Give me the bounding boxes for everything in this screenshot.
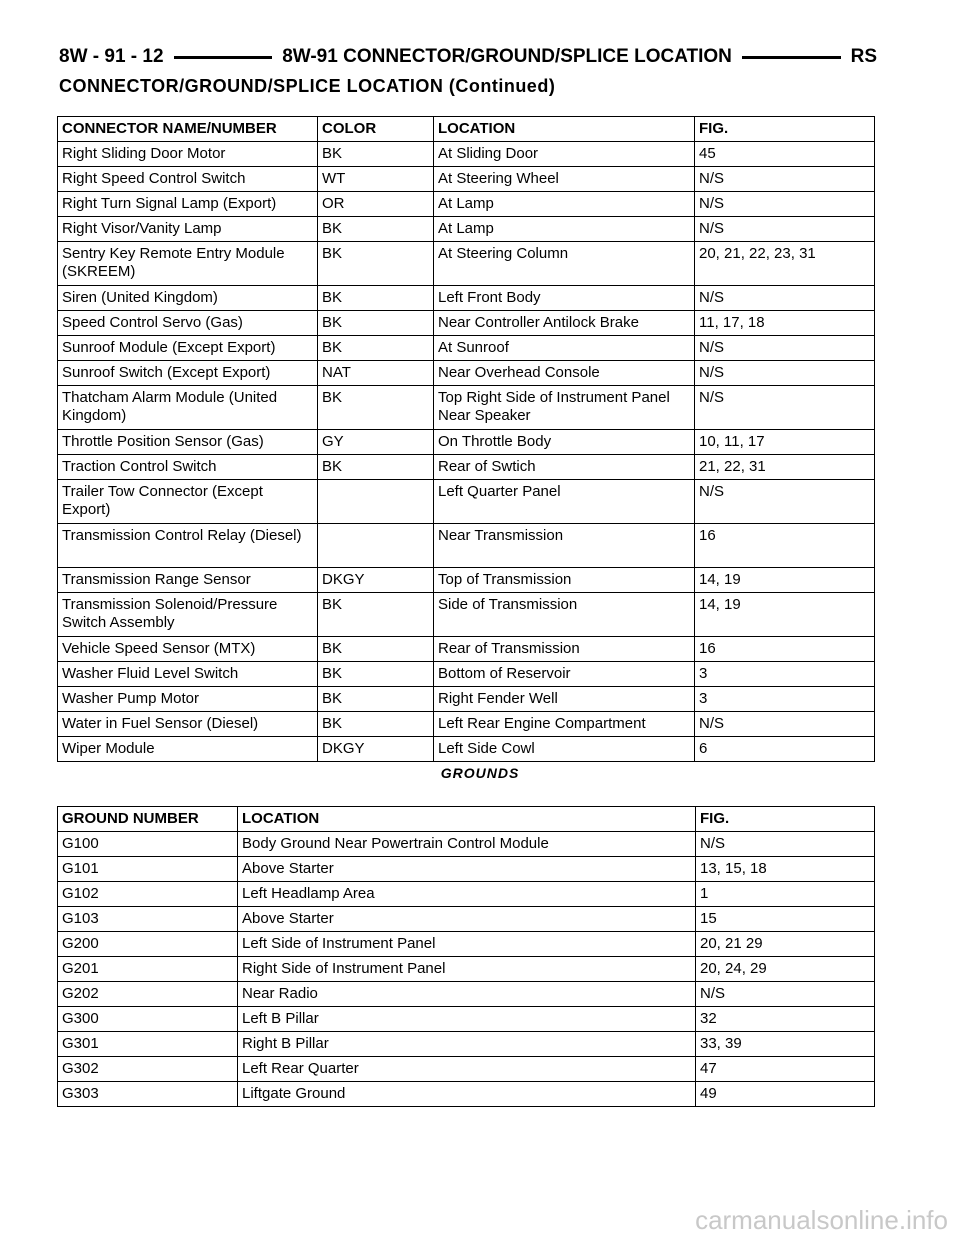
location-cell: At Lamp [434,192,695,217]
ground-location-cell: Above Starter [238,857,696,882]
connector-name-cell: Sentry Key Remote Entry Module (SKREEM) [58,242,318,286]
ground-fig-cell: 20, 21 29 [696,932,875,957]
ground-location-cell: Left B Pillar [238,1007,696,1032]
connector-table-header [58,117,875,142]
col-header-color: COLOR [318,117,434,142]
fig-cell: N/S [695,286,875,311]
table-row [58,361,875,386]
color-cell: GY [318,430,434,455]
connector-name-cell: Washer Pump Motor [58,687,318,712]
ground-fig-cell: 33, 39 [696,1032,875,1057]
connector-name-cell: Right Visor/Vanity Lamp [58,217,318,242]
table-row [58,480,875,524]
location-cell: Near Controller Antilock Brake [434,311,695,336]
color-cell: BK [318,386,434,430]
fig-cell: 14, 19 [695,593,875,637]
col-header-fig: FIG. [695,117,875,142]
ground-number-cell: G302 [58,1057,238,1082]
ground-location-cell: Near Radio [238,982,696,1007]
table-row [58,455,875,480]
color-cell: BK [318,455,434,480]
ground-number-cell: G301 [58,1032,238,1057]
fig-cell: N/S [695,712,875,737]
table-row [58,1057,875,1082]
grounds-table-header [58,807,875,832]
location-cell: Side of Transmission [434,593,695,637]
connector-name-cell: Wiper Module [58,737,318,762]
color-cell [318,524,434,568]
color-cell: DKGY [318,568,434,593]
table-row [58,662,875,687]
table-row [58,737,875,762]
color-cell: BK [318,687,434,712]
connector-name-cell: Throttle Position Sensor (Gas) [58,430,318,455]
connector-name-cell: Right Speed Control Switch [58,167,318,192]
table-row [58,832,875,857]
fig-cell: 10, 11, 17 [695,430,875,455]
fig-cell: 3 [695,687,875,712]
grounds-heading: GROUNDS [440,765,520,781]
ground-number-cell: G102 [58,882,238,907]
location-cell: At Sliding Door [434,142,695,167]
ground-number-cell: G201 [58,957,238,982]
fig-cell: 14, 19 [695,568,875,593]
color-cell: BK [318,286,434,311]
header-rule-right [742,56,841,59]
color-cell: BK [318,662,434,687]
model-code: RS [850,46,877,67]
table-row [58,192,875,217]
color-cell [318,480,434,524]
location-cell: At Lamp [434,217,695,242]
connector-name-cell: Trailer Tow Connector (Except Export) [58,480,318,524]
location-cell: Near Overhead Console [434,361,695,386]
table-row [58,1007,875,1032]
table-row [58,637,875,662]
connector-table [57,116,875,762]
table-row [58,217,875,242]
connector-name-cell: Sunroof Module (Except Export) [58,336,318,361]
ground-location-cell: Left Headlamp Area [238,882,696,907]
table-row [58,857,875,882]
table-row [58,687,875,712]
ground-location-cell: Right Side of Instrument Panel [238,957,696,982]
col-header-ground-location: LOCATION [238,807,696,832]
location-cell: Right Fender Well [434,687,695,712]
ground-fig-cell: N/S [696,982,875,1007]
ground-location-cell: Liftgate Ground [238,1082,696,1107]
fig-cell: 16 [695,524,875,568]
color-cell: DKGY [318,737,434,762]
section-title: 8W-91 CONNECTOR/GROUND/SPLICE LOCATION [282,46,732,67]
fig-cell: 11, 17, 18 [695,311,875,336]
page-number: 8W - 91 - 12 [59,46,164,67]
col-header-ground-number: GROUND NUMBER [58,807,238,832]
color-cell: OR [318,192,434,217]
connector-name-cell: Traction Control Switch [58,455,318,480]
fig-cell: 3 [695,662,875,687]
connector-name-cell: Thatcham Alarm Module (United Kingdom) [58,386,318,430]
page-subtitle: CONNECTOR/GROUND/SPLICE LOCATION (Continued) [59,76,556,96]
ground-fig-cell: 13, 15, 18 [696,857,875,882]
fig-cell: N/S [695,192,875,217]
color-cell: BK [318,712,434,737]
location-cell: Top Right Side of Instrument Panel Near Speaker [434,386,695,430]
table-row [58,932,875,957]
color-cell: BK [318,336,434,361]
table-row [58,957,875,982]
location-cell: Left Rear Engine Compartment [434,712,695,737]
table-row [58,982,875,1007]
fig-cell: 16 [695,637,875,662]
table-row [58,1082,875,1107]
table-row [58,1032,875,1057]
color-cell: BK [318,242,434,286]
ground-location-cell: Right B Pillar [238,1032,696,1057]
location-cell: Near Transmission [434,524,695,568]
connector-name-cell: Water in Fuel Sensor (Diesel) [58,712,318,737]
location-cell: At Steering Column [434,242,695,286]
color-cell: BK [318,637,434,662]
connector-name-cell: Right Sliding Door Motor [58,142,318,167]
location-cell: On Throttle Body [434,430,695,455]
ground-location-cell: Left Rear Quarter [238,1057,696,1082]
table-row [58,524,875,568]
fig-cell: 21, 22, 31 [695,455,875,480]
table-row [58,907,875,932]
ground-location-cell: Left Side of Instrument Panel [238,932,696,957]
fig-cell: N/S [695,217,875,242]
location-cell: At Sunroof [434,336,695,361]
color-cell: BK [318,593,434,637]
location-cell: Top of Transmission [434,568,695,593]
col-header-ground-fig: FIG. [696,807,875,832]
table-row [58,882,875,907]
location-cell: At Steering Wheel [434,167,695,192]
color-cell: WT [318,167,434,192]
fig-cell: 20, 21, 22, 23, 31 [695,242,875,286]
location-cell: Rear of Swtich [434,455,695,480]
ground-fig-cell: 49 [696,1082,875,1107]
ground-number-cell: G300 [58,1007,238,1032]
ground-fig-cell: 20, 24, 29 [696,957,875,982]
watermark: carmanualsonline.info [695,1205,948,1235]
ground-fig-cell: 47 [696,1057,875,1082]
fig-cell: 45 [695,142,875,167]
connector-name-cell: Transmission Control Relay (Diesel) [58,524,318,568]
page-header [59,42,877,72]
fig-cell: N/S [695,386,875,430]
color-cell: NAT [318,361,434,386]
ground-number-cell: G101 [58,857,238,882]
connector-name-cell: Right Turn Signal Lamp (Export) [58,192,318,217]
ground-number-cell: G103 [58,907,238,932]
ground-fig-cell: 32 [696,1007,875,1032]
fig-cell: N/S [695,361,875,386]
ground-fig-cell: 15 [696,907,875,932]
table-row [58,242,875,286]
table-row [58,386,875,430]
location-cell: Left Side Cowl [434,737,695,762]
connector-name-cell: Washer Fluid Level Switch [58,662,318,687]
color-cell: BK [318,311,434,336]
color-cell: BK [318,142,434,167]
connector-name-cell: Siren (United Kingdom) [58,286,318,311]
fig-cell: 6 [695,737,875,762]
header-rule-left [174,56,273,59]
location-cell: Left Front Body [434,286,695,311]
table-row [58,712,875,737]
col-header-connector-name: CONNECTOR NAME/NUMBER [58,117,318,142]
table-row [58,593,875,637]
connector-name-cell: Transmission Solenoid/Pressure Switch Assembly [58,593,318,637]
table-row [58,311,875,336]
location-cell: Left Quarter Panel [434,480,695,524]
table-row [58,568,875,593]
table-row [58,336,875,361]
connector-name-cell: Vehicle Speed Sensor (MTX) [58,637,318,662]
ground-number-cell: G303 [58,1082,238,1107]
ground-number-cell: G202 [58,982,238,1007]
table-row [58,142,875,167]
col-header-location: LOCATION [434,117,695,142]
ground-fig-cell: N/S [696,832,875,857]
fig-cell: N/S [695,167,875,192]
ground-location-cell: Above Starter [238,907,696,932]
ground-fig-cell: 1 [696,882,875,907]
ground-number-cell: G200 [58,932,238,957]
fig-cell: N/S [695,336,875,361]
connector-name-cell: Sunroof Switch (Except Export) [58,361,318,386]
table-row [58,286,875,311]
connector-name-cell: Transmission Range Sensor [58,568,318,593]
location-cell: Bottom of Reservoir [434,662,695,687]
ground-number-cell: G100 [58,832,238,857]
grounds-table [57,806,875,1107]
fig-cell: N/S [695,480,875,524]
connector-name-cell: Speed Control Servo (Gas) [58,311,318,336]
table-row [58,167,875,192]
table-row [58,430,875,455]
color-cell: BK [318,217,434,242]
location-cell: Rear of Transmission [434,637,695,662]
ground-location-cell: Body Ground Near Powertrain Control Module [238,832,696,857]
